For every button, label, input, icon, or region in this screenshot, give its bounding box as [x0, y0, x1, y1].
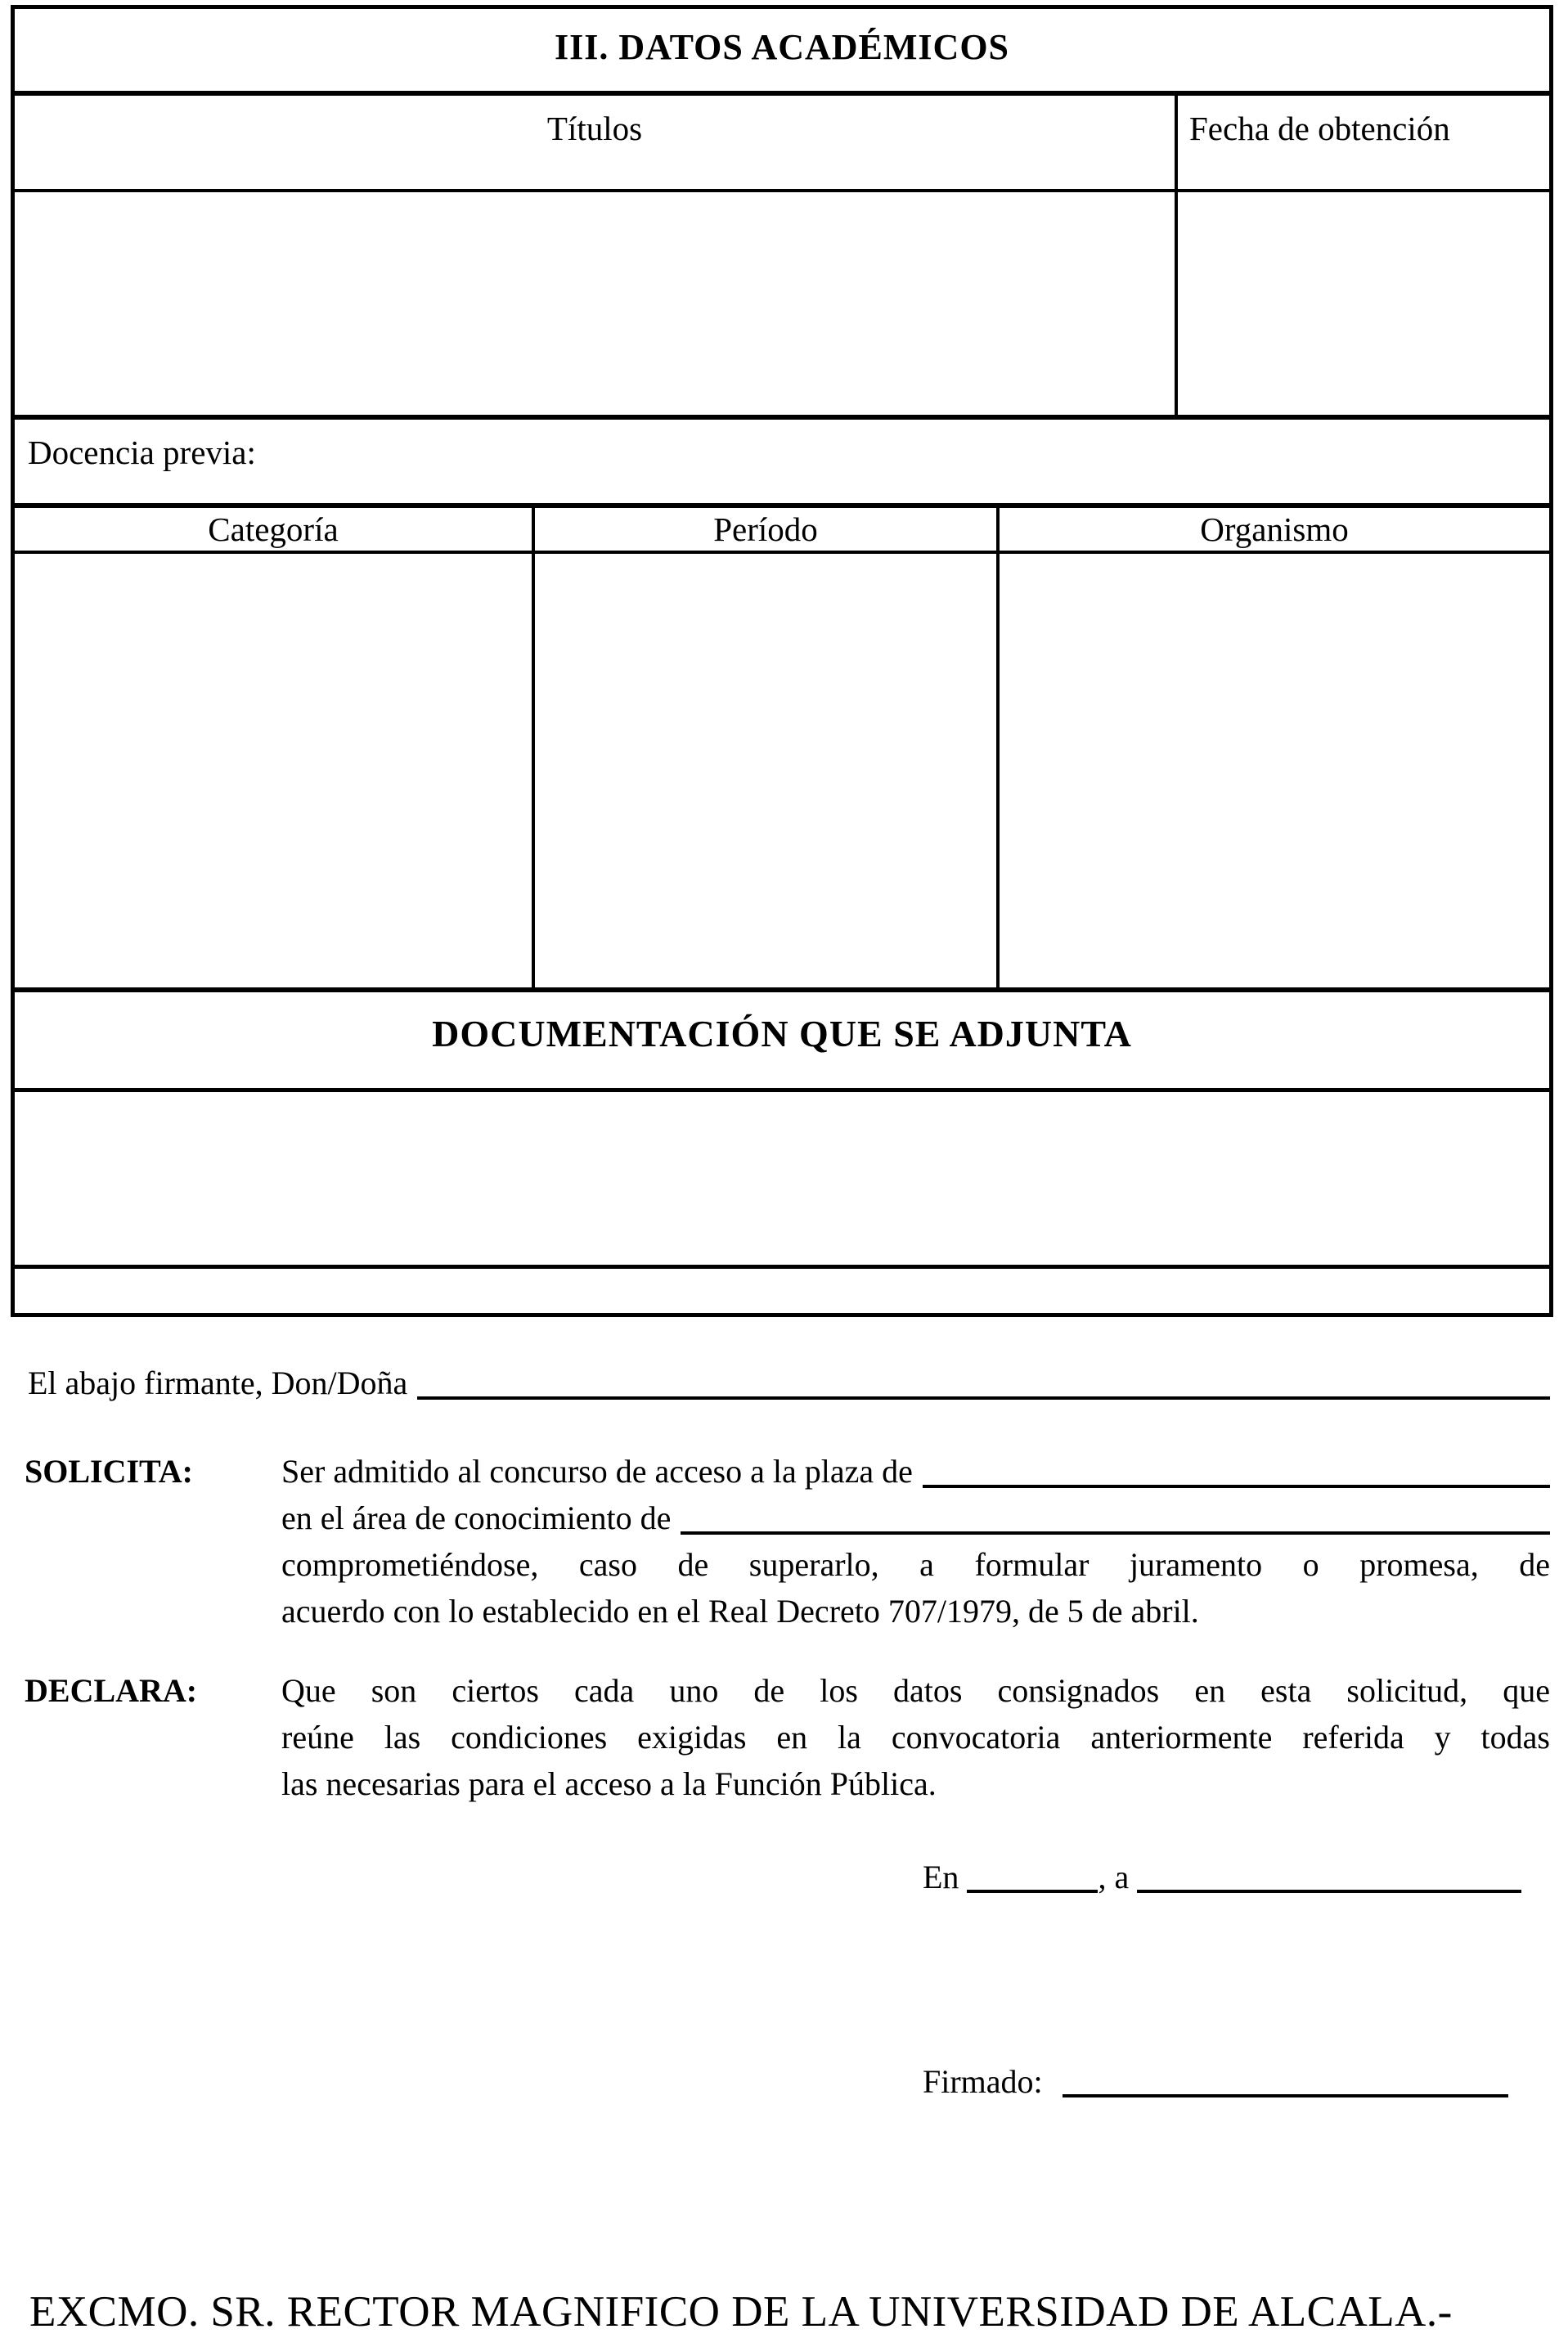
declara-line-2: reúne las condiciones exigidas en la convocatoria anteriormente referida y todas — [281, 1719, 1550, 1756]
solicita-line-area — [281, 1495, 1550, 1541]
docencia-previa-label: Docencia previa: — [15, 420, 1549, 508]
firmado-label: Firmado: — [923, 2063, 1043, 2100]
declara-block — [25, 1667, 1550, 1807]
declara-label: DECLARA: — [25, 1672, 198, 1709]
signer-line — [28, 1360, 1550, 1406]
signature-fill-line — [1063, 2094, 1508, 2097]
date-fill-line — [1137, 1890, 1521, 1893]
fecha-obtencion-entry-cell — [1178, 192, 1549, 415]
solicita-line-commitment1: comprometiéndose, caso de superarlo, a formular juramento o promesa, de — [281, 1546, 1550, 1583]
titles-entry-row — [15, 192, 1549, 420]
bottom-empty-row — [15, 1269, 1549, 1313]
declara-line-3: las necesarias para el acceso a la Función Pública. — [281, 1765, 937, 1802]
place-date-line — [923, 1854, 1521, 1900]
organismo-header-cell: Organismo — [1200, 510, 1349, 548]
documentacion-title: DOCUMENTACIÓN QUE SE ADJUNTA — [15, 992, 1549, 1092]
place-fill-line — [967, 1890, 1098, 1893]
datos-academicos-table — [11, 5, 1553, 1317]
signer-fill-line — [417, 1360, 1550, 1400]
section-title: III. DATOS ACADÉMICOS — [15, 9, 1549, 96]
titles-header-row — [15, 96, 1549, 192]
place-label: En — [923, 1859, 959, 1895]
solicita-line-commitment2: acuerdo con lo establecido en el Real Decreto 707/1979, de 5 de abril. — [281, 1593, 1199, 1630]
categoria-entry-cell — [15, 554, 535, 987]
solicita-area-text: en el área de conocimiento de — [281, 1499, 672, 1536]
solicita-plaza-text: Ser admitido al concurso de acceso a la plaza de — [281, 1453, 913, 1490]
periodo-header-cell: Período — [535, 508, 1000, 551]
solicita-label: SOLICITA: — [25, 1453, 193, 1490]
solicita-line-plaza — [281, 1448, 1550, 1495]
periodo-entry-cell — [535, 554, 1000, 987]
teaching-header-row — [15, 508, 1549, 554]
documentacion-entry-box — [15, 1092, 1549, 1269]
organismo-entry-cell — [1000, 554, 1549, 987]
categoria-header-cell: Categoría — [15, 508, 535, 551]
area-fill-line — [681, 1495, 1550, 1535]
signer-label: El abajo firmante, Don/Doña — [28, 1365, 408, 1401]
date-separator: , a — [1098, 1859, 1130, 1895]
addressee-footer: EXCMO. SR. RECTOR MAGNIFICO DE LA UNIVERSIDAD DE ALCALA.- — [29, 2288, 1453, 2336]
signature-line — [923, 2058, 1508, 2105]
fecha-obtencion-header-cell: Fecha de obtención — [1189, 110, 1450, 147]
declara-line-1: Que son ciertos cada uno de los datos consignados en esta solicitud, que — [281, 1672, 1550, 1709]
plaza-fill-line — [923, 1448, 1550, 1488]
solicita-block — [25, 1448, 1550, 1634]
teaching-entry-row — [15, 554, 1549, 992]
titulos-header-cell: Títulos — [15, 96, 1178, 189]
titulos-entry-cell — [15, 192, 1178, 415]
